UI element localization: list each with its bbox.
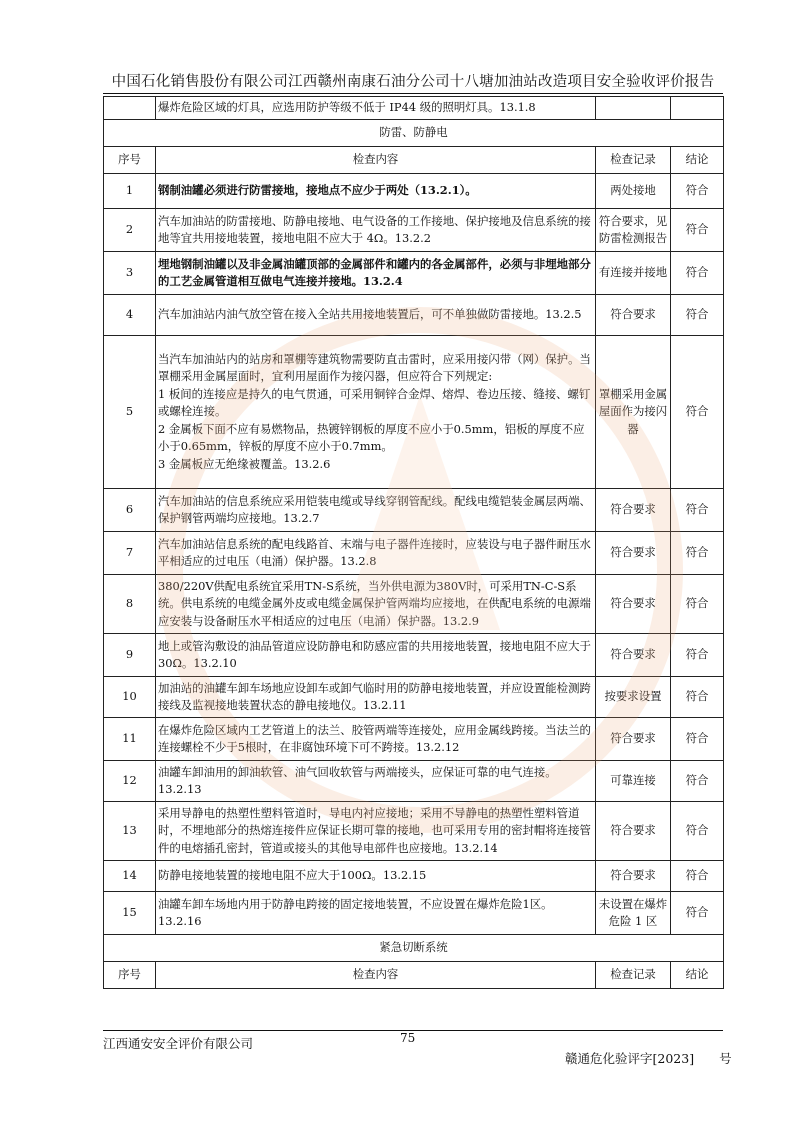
content-cell: 汽车加油站的信息系统应采用铠装电缆或导线穿钢管配线。配线电缆铠装金属层两端、保护钢管两端均应接地。13.2.7 (156, 489, 596, 532)
result-cell: 符合 (671, 802, 724, 861)
section-title-row (104, 120, 724, 147)
record-cell: 罩棚采用金属屋面作为接闪器 (596, 336, 671, 489)
col-header-content: 检查内容 (156, 147, 596, 174)
result-cell: 符合 (671, 209, 724, 252)
table-row (104, 174, 724, 209)
content-cell: 地上或管沟敷设的油品管道应设防静电和防感应雷的共用接地装置，接地电阻不应大于30Ω。13.2.10 (156, 634, 596, 677)
table-row (104, 634, 724, 677)
col-header-result: 结论 (671, 962, 724, 989)
content-cell: 油罐车卸车场地内用于防静电跨接的固定接地装置，不应设置在爆炸危险1区。13.2.16 (156, 892, 596, 935)
table-row (104, 575, 724, 634)
record-cell: 符合要求 (596, 575, 671, 634)
table-row (104, 718, 724, 761)
record-cell: 符合要求 (596, 489, 671, 532)
no-cell: 1 (104, 174, 156, 209)
table-row (104, 861, 724, 892)
record-cell: 有连接并接地 (596, 252, 671, 295)
header-divider (103, 93, 723, 94)
result-cell: 符合 (671, 532, 724, 575)
result-cell: 符合 (671, 295, 724, 336)
no-cell: 3 (104, 252, 156, 295)
content-cell: 汽车加油站内油气放空管在接入全站共用接地装置后，可不单独做防雷接地。13.2.5 (156, 295, 596, 336)
record-cell (596, 97, 671, 120)
no-cell: 13 (104, 802, 156, 861)
content-cell: 采用导静电的热塑性塑料管道时，导电内衬应接地；采用不导静电的热塑性塑料管道时，不埋地部分的热熔连接件应保证长期可靠的接地，也可采用专用的密封帽将连接管件的电熔插孔密封，管道或接头的其他导电部件也应接地。13.2.14 (156, 802, 596, 861)
page-number: 75 (400, 1031, 416, 1045)
col-header-record: 检查记录 (596, 962, 671, 989)
col-header-record: 检查记录 (596, 147, 671, 174)
record-cell: 符合要求 (596, 718, 671, 761)
content-cell: 汽车加油站的防雷接地、防静电接地、电气设备的工作接地、保护接地及信息系统的接地等宜共用接地装置，接地电阻不应大于 4Ω。13.2.2 (156, 209, 596, 252)
document-number: 赣通危化验评字[2023] 号 (565, 1051, 732, 1066)
result-cell: 符合 (671, 892, 724, 935)
no-cell: 2 (104, 209, 156, 252)
table-row (104, 761, 724, 802)
col-header-result: 结论 (671, 147, 724, 174)
section-title-emergency: 紧急切断系统 (104, 935, 724, 962)
record-cell: 按要求设置 (596, 677, 671, 718)
table-row (104, 295, 724, 336)
result-cell: 符合 (671, 336, 724, 489)
content-cell: 防静电接地装置的接地电阻不应大于100Ω。13.2.15 (156, 861, 596, 892)
record-cell: 符合要求 (596, 634, 671, 677)
no-cell (104, 97, 156, 120)
no-cell: 14 (104, 861, 156, 892)
section-title-lightning: 防雷、防静电 (104, 120, 724, 147)
no-cell: 6 (104, 489, 156, 532)
table-row (104, 532, 724, 575)
result-cell: 符合 (671, 174, 724, 209)
result-cell: 符合 (671, 677, 724, 718)
content-cell: 油罐车卸油用的卸油软管、油气回收软管与两端接头，应保证可靠的电气连接。13.2.13 (156, 761, 596, 802)
table-row (104, 489, 724, 532)
result-cell: 符合 (671, 761, 724, 802)
no-cell: 15 (104, 892, 156, 935)
table-row (104, 892, 724, 935)
inspection-table (103, 96, 724, 989)
page-header: 中国石化销售股份有限公司江西赣州南康石油分公司十八塘加油站改造项目安全验收评价报告 (111, 74, 715, 90)
result-cell: 符合 (671, 718, 724, 761)
no-cell: 4 (104, 295, 156, 336)
record-cell: 未设置在爆炸危险 1 区 (596, 892, 671, 935)
col-header-content: 检查内容 (156, 962, 596, 989)
no-cell: 8 (104, 575, 156, 634)
table-row (104, 677, 724, 718)
content-cell: 埋地钢制油罐以及非金属油罐顶部的金属部件和罐内的各金属部件，必须与非埋地部分的工艺金属管道相互做电气连接并接地。13.2.4 (156, 252, 596, 295)
footer-company: 江西通安安全评价有限公司 (103, 1036, 254, 1051)
content-cell: 当汽车加油站内的站房和罩棚等建筑物需要防直击雷时，应采用接闪带（网）保护。当罩棚采用金属屋面时，宜利用屋面作为接闪器，但应符合下列规定: 1 板间的连接应是持久的电气贯通，可采用铜锌合金焊、熔焊、卷边压接、缝接、螺钉或螺栓连接。 2 金属板下面不应有易燃物品，热镀锌钢板的厚度不应小于0.5mm，铝板的厚度不应小于0.65mm，锌板的厚度不应小于0.7mm。 3 金属板应无绝缘被覆盖。13.2.6 (156, 336, 596, 489)
col-header-no: 序号 (104, 962, 156, 989)
result-cell (671, 97, 724, 120)
result-cell: 符合 (671, 861, 724, 892)
result-cell: 符合 (671, 634, 724, 677)
section-title-row (104, 935, 724, 962)
content-cell: 爆炸危险区域的灯具，应选用防护等级不低于 IP44 级的照明灯具。13.1.8 (156, 97, 596, 120)
table-row (104, 802, 724, 861)
result-cell: 符合 (671, 252, 724, 295)
record-cell: 符合要求 (596, 295, 671, 336)
no-cell: 5 (104, 336, 156, 489)
no-cell: 9 (104, 634, 156, 677)
table-row (104, 252, 724, 295)
record-cell: 符合要求，见防雷检测报告 (596, 209, 671, 252)
column-header-row (104, 147, 724, 174)
record-cell: 符合要求 (596, 532, 671, 575)
no-cell: 11 (104, 718, 156, 761)
content-cell: 加油站的油罐车卸车场地应设卸车或卸气临时用的防静电接地装置，并应设置能检测跨接线及监视接地装置状态的静电接地仪。13.2.11 (156, 677, 596, 718)
record-cell: 两处接地 (596, 174, 671, 209)
content-cell: 380/220V供配电系统宜采用TN-S系统，当外供电源为380V时，可采用TN-C-S系统。供电系统的电缆金属外皮或电缆金属保护管两端均应接地，在供配电系统的电源端应安装与设备耐压水平相适应的过电压（电涌）保护器。13.2.9 (156, 575, 596, 634)
col-header-no: 序号 (104, 147, 156, 174)
no-cell: 12 (104, 761, 156, 802)
content-cell: 钢制油罐必须进行防雷接地，接地点不应少于两处（13.2.1）。 (156, 174, 596, 209)
record-cell: 可靠连接 (596, 761, 671, 802)
no-cell: 10 (104, 677, 156, 718)
no-cell: 7 (104, 532, 156, 575)
table-row-continued (104, 97, 724, 120)
table-row (104, 209, 724, 252)
content-cell: 在爆炸危险区域内工艺管道上的法兰、胶管两端等连接处，应用金属线跨接。当法兰的连接螺栓不少于5根时，在非腐蚀环境下可不跨接。13.2.12 (156, 718, 596, 761)
record-cell: 符合要求 (596, 861, 671, 892)
record-cell: 符合要求 (596, 802, 671, 861)
column-header-row (104, 962, 724, 989)
result-cell: 符合 (671, 575, 724, 634)
result-cell: 符合 (671, 489, 724, 532)
table-row (104, 336, 724, 489)
content-cell: 汽车加油站信息系统的配电线路首、末端与电子器件连接时，应装设与电子器件耐压水平相适应的过电压（电涌）保护器。13.2.8 (156, 532, 596, 575)
